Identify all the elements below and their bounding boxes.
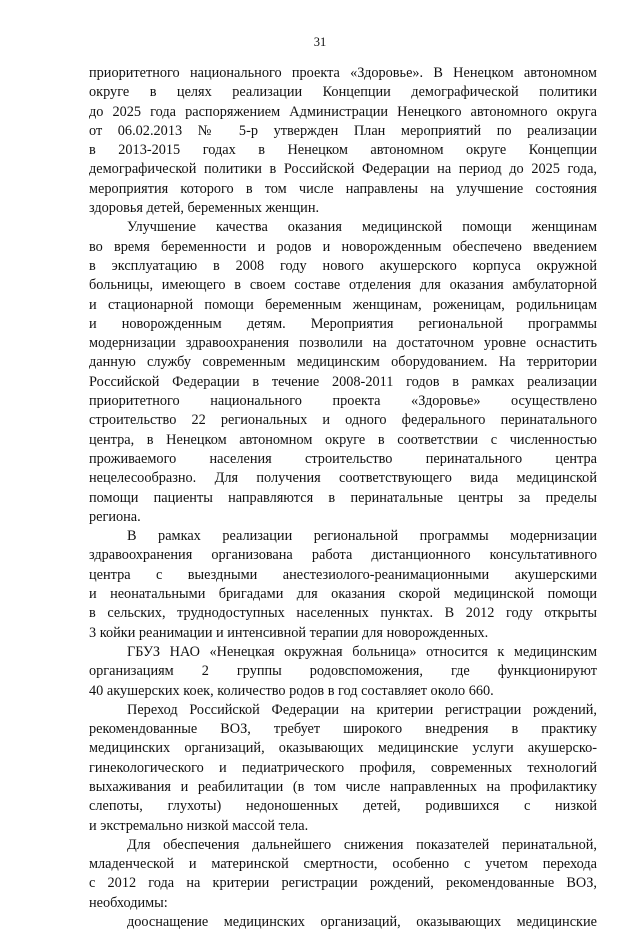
text-line: региона. <box>89 508 141 525</box>
text-line: данную службу современным медицинским оборудованием. На территории <box>89 354 597 371</box>
text-line: Переход Российской Федерации на критерии регистрации рождений, <box>127 701 597 718</box>
text-line: от 06.02.2013 № 5-р утвержден План мероприятий по реализации <box>89 122 597 139</box>
text-line: младенческой и материнской смертности, особенно с учетом перехода <box>89 856 597 873</box>
page-number: 31 <box>313 35 327 49</box>
text-line: дооснащение медицинских организаций, оказывающих медицинские <box>127 914 597 931</box>
text-line: рекомендованные ВОЗ, требует широкого внедрения в практику <box>89 721 597 738</box>
text-line: гинекологического и педиатрического профиля, современных технологий <box>89 759 597 776</box>
text-line: модернизации здравоохранения позволили на достаточном уровне оснастить <box>89 335 597 352</box>
text-line: 40 акушерских коек, количество родов в год составляет около 660. <box>89 682 494 699</box>
text-line: до 2025 года распоряжением Администрации Ненецкого автономного округа <box>89 103 597 120</box>
text-line: во время беременности и родов и новорожденным обеспечено введением <box>89 238 597 255</box>
text-line: приоритетного национального проекта «Здоровье». В Ненецком автономном <box>89 65 597 81</box>
text-line: 3 койки реанимации и интенсивной терапии для новорожденных. <box>89 624 489 641</box>
text-line: проживаемого населения строительство перинатального центра <box>89 450 597 467</box>
text-line: ГБУЗ НАО «Ненецкая окружная больница» относится к медицинским <box>127 643 597 660</box>
text-line: в эксплуатацию в 2008 году нового акушерского корпуса окружной <box>89 257 597 274</box>
document-body <box>89 64 597 932</box>
text-line: и новорожденным детям. Мероприятия региональной программы <box>89 315 597 332</box>
text-line: в сельских, труднодоступных населенных пунктах. В 2012 году открыты <box>89 605 597 622</box>
text-line: округе в целях реализации Концепции демографической политики <box>89 84 597 101</box>
text-line: медицинских организаций, оказывающих медицинские услуги акушерско- <box>89 740 597 757</box>
text-line: строительство 22 региональных и одного федерального перинатального <box>89 412 597 429</box>
text-line: в 2013-2015 годах в Ненецком автономном округе Концепции <box>89 142 597 159</box>
text-line: Для обеспечения дальнейшего снижения показателей перинатальной, <box>127 836 597 853</box>
text-line: и стационарной помощи беременным женщинам, роженицам, родильницам <box>89 296 597 313</box>
text-line: мероприятия которого в том числе направлены на улучшение состояния <box>89 180 597 197</box>
text-line: Российской Федерации в течение 2008-2011 годов в рамках реализации <box>89 373 597 390</box>
text-line: организациям 2 группы родовспоможения, где функционируют <box>89 663 597 680</box>
text-line: и неонатальными бригадами для оказания скорой медицинской помощи <box>89 586 597 603</box>
text-line: больницы, имеющего в своем составе отделения для оказания амбулаторной <box>89 277 597 294</box>
text-line: Улучшение качества оказания медицинской помощи женщинам <box>127 219 597 236</box>
text-line: приоритетного национального проекта «Здоровье» осуществлено <box>89 393 597 410</box>
text-line: нецелесообразно. Для получения соответствующего вида медицинской <box>89 470 597 487</box>
text-line: и экстремально низкой массой тела. <box>89 817 309 834</box>
text-line: центра, в Ненецком автономном округе в соответствии с численностью <box>89 431 597 448</box>
text-line: здравоохранения организована работа дистанционного консультативного <box>89 547 597 564</box>
text-line: демографической политики в Российской Федерации на период до 2025 года, <box>89 161 597 178</box>
text-line: здоровья детей, беременных женщин. <box>89 200 320 217</box>
text-line: центра с выездными анестезиолого-реанимационными акушерскими <box>89 566 597 583</box>
text-line: помощи пациенты направляются в перинатальные центры за пределы <box>89 489 597 506</box>
text-line: с 2012 года на критерии регистрации рождений, рекомендованные ВОЗ, <box>89 875 597 892</box>
text-line: слепоты, глухоты) недоношенных детей, родившихся с низкой <box>89 798 597 815</box>
text-line: выхаживания и реабилитации (в том числе направленных на профилактику <box>89 778 597 795</box>
text-line: В рамках реализации региональной программы модернизации <box>127 528 597 545</box>
text-line: необходимы: <box>89 894 168 911</box>
